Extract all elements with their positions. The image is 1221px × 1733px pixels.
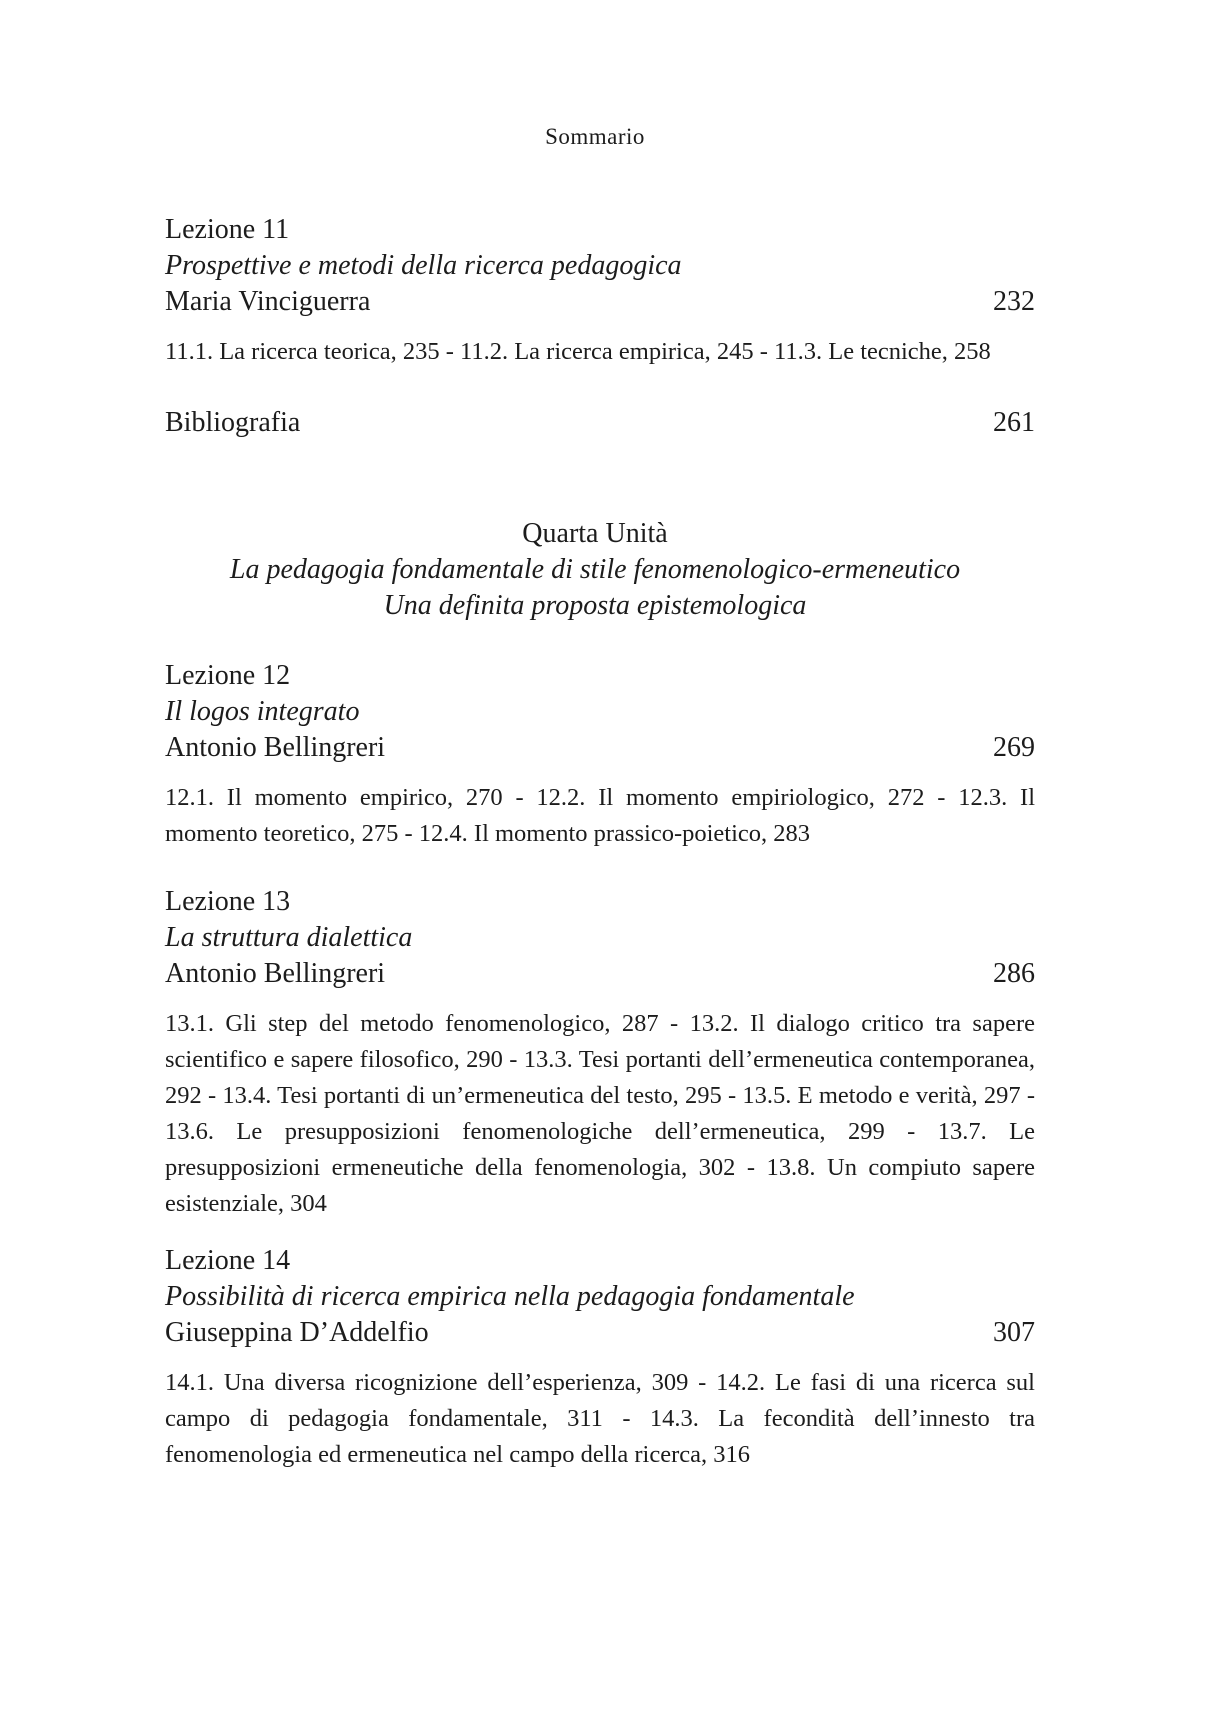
lesson-sections: 11.1. La ricerca teorica, 235 - 11.2. La ricerca empirica, 245 - 11.3. Le tecniche, 258 bbox=[165, 338, 991, 365]
lesson-author: Antonio Bellingreri bbox=[165, 732, 386, 763]
toc-entry-lesson-11 bbox=[165, 212, 1035, 370]
lesson-title: Possibilità di ricerca empirica nella pedagogia fondamentale bbox=[165, 1281, 855, 1312]
bibliography-label: Bibliografia bbox=[165, 407, 301, 438]
running-head: Sommario bbox=[545, 124, 645, 149]
lesson-page-number: 286 bbox=[993, 958, 1035, 989]
lesson-page-number: 232 bbox=[993, 286, 1035, 317]
lesson-author: Giuseppina D’Addelfio bbox=[165, 1317, 429, 1348]
lesson-title: Il logos integrato bbox=[165, 696, 360, 727]
lesson-sections: 13.1. Gli step del metodo fenomenologico, 287 - 13.2. Il dialogo critico tra sapere scientifico e sapere filosofico, 290 - 13.3. Tesi portanti dell’ermeneutica contemporanea, 292 - 13.4. Tesi portanti di un’ermeneutica del testo, 295 - 13.5. E metodo e verità, 297 - 13.6. Le presupposizioni fenomenologiche dell’ermeneutica, 299 - 13.7. Le presupposizioni ermeneutiche della fenomenologia, 302 - 13.8. Un compiuto sapere esistenziale, 304 bbox=[165, 1010, 1035, 1217]
author-row bbox=[165, 1315, 1035, 1351]
lesson-title: La struttura dialettica bbox=[165, 922, 413, 953]
unit-subtitle-1: La pedagogia fondamentale di stile fenomenologico-ermeneutico bbox=[229, 554, 961, 585]
author-row bbox=[165, 730, 1035, 766]
lesson-page-number: 269 bbox=[993, 732, 1035, 763]
toc-entry-lesson-12 bbox=[165, 658, 1035, 852]
lesson-label: Lezione 14 bbox=[165, 1245, 291, 1276]
lesson-label: Lezione 11 bbox=[165, 214, 290, 245]
unit-title: Quarta Unità bbox=[522, 518, 668, 549]
toc-entry-lesson-13 bbox=[165, 884, 1035, 1222]
lesson-label: Lezione 12 bbox=[165, 660, 291, 691]
unit-heading bbox=[0, 516, 1190, 624]
bibliography-page-number: 261 bbox=[993, 407, 1035, 438]
lesson-sections: 12.1. Il momento empirico, 270 - 12.2. Il momento empiriologico, 272 - 12.3. Il momento teoretico, 275 - 12.4. Il momento prassico-poietico, 283 bbox=[165, 784, 1035, 847]
lesson-author: Antonio Bellingreri bbox=[165, 958, 386, 989]
lesson-page-number: 307 bbox=[993, 1317, 1035, 1348]
lesson-title: Prospettive e metodi della ricerca pedagogica bbox=[165, 250, 682, 281]
author-row bbox=[165, 284, 1035, 320]
toc-entry-bibliography bbox=[165, 405, 1035, 441]
toc-entry-lesson-14 bbox=[165, 1243, 1035, 1473]
lesson-author: Maria Vinciguerra bbox=[165, 286, 371, 317]
lesson-label: Lezione 13 bbox=[165, 886, 291, 917]
author-row bbox=[165, 956, 1035, 992]
lesson-sections: 14.1. Una diversa ricognizione dell’esperienza, 309 - 14.2. Le fasi di una ricerca sul campo di pedagogia fondamentale, 311 - 14.3. La fecondità dell’innesto tra fenomenologia ed ermeneutica nel campo della ricerca, 316 bbox=[165, 1369, 1035, 1468]
unit-subtitle-2: Una definita proposta epistemologica bbox=[383, 590, 807, 621]
